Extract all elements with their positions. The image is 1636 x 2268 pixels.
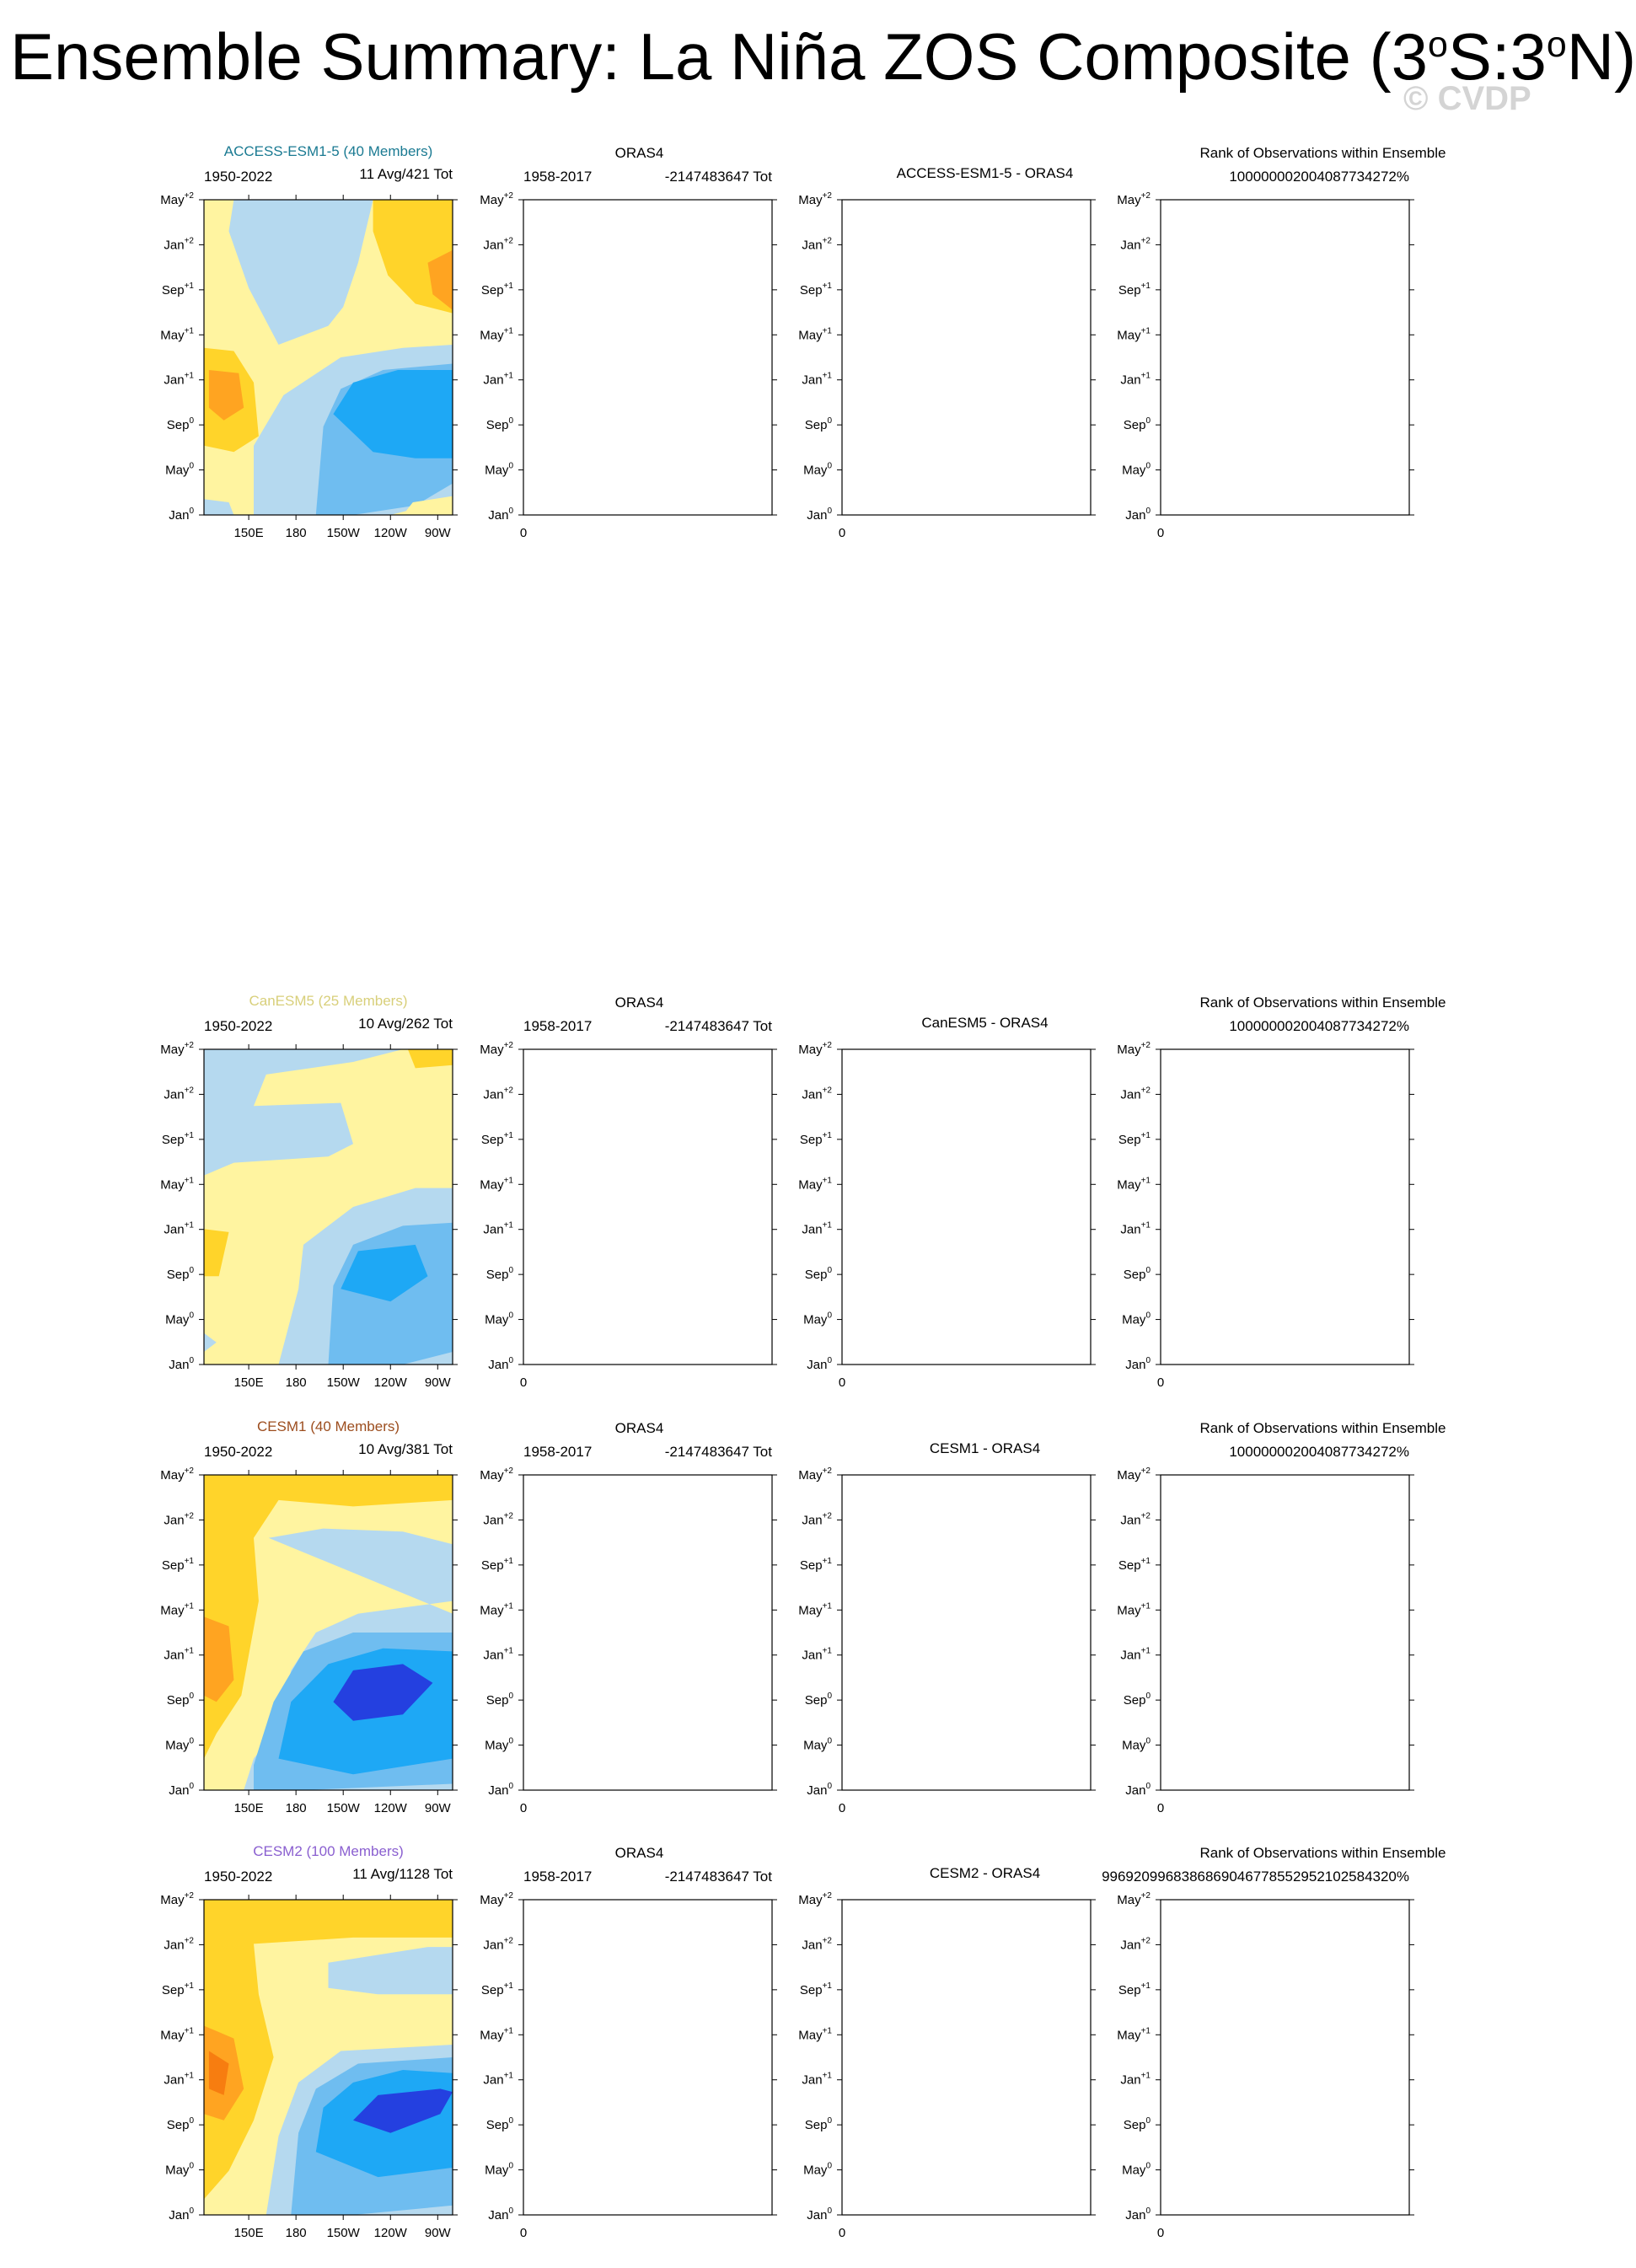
x-tick-label: 0 [1156, 526, 1165, 540]
y-tick-label: May$^{+1}$ [798, 2026, 832, 2043]
y-tick-label: May$^0$ [165, 2161, 194, 2178]
y-tick-label: Sep$^0$ [804, 1266, 832, 1283]
y-tick-label: May$^{+1}$ [160, 1176, 194, 1193]
model-panel [160, 143, 458, 540]
x-tick-label: 90W [424, 2226, 451, 2240]
rank-title: Rank of Observations within Ensemble [1199, 1845, 1446, 1861]
y-tick-label: Sep$^{+1}$ [480, 1981, 513, 1997]
x-tick-label: 0 [519, 1801, 528, 1815]
rank-panel [1117, 1420, 1446, 1815]
y-tick-label: Jan$^{+2}$ [1120, 236, 1151, 253]
y-tick-label: May$^{+2}$ [160, 1891, 194, 1907]
y-tick-label: Jan$^{+2}$ [802, 1086, 832, 1102]
row-0 [160, 143, 1446, 540]
y-tick-label: May$^{+1}$ [1117, 1176, 1151, 1193]
rank-title: Rank of Observations within Ensemble [1199, 995, 1446, 1011]
obs-total: -2147483647 Tot [664, 1444, 772, 1460]
diff-panel [798, 1440, 1096, 1815]
y-tick-label: Jan$^{+2}$ [1120, 1936, 1151, 1953]
y-tick-label: May$^0$ [1122, 1736, 1151, 1753]
model-name: CanESM5 (25 Members) [249, 993, 408, 1009]
rank-value: 100000002004087734272% [1229, 169, 1409, 185]
y-tick-label: Jan$^{+1}$ [802, 1646, 832, 1663]
contour-fill [204, 1475, 453, 1790]
y-tick-label: May$^{+2}$ [480, 1466, 513, 1483]
x-tick-label: 150E [233, 2226, 264, 2240]
model-years: 1950-2022 [204, 1018, 273, 1034]
y-tick-label: May$^0$ [803, 2161, 832, 2178]
y-tick-label: May$^{+2}$ [798, 191, 832, 207]
y-tick-label: Jan$^{+2}$ [164, 1511, 194, 1528]
plot-frame [1161, 1900, 1409, 2215]
y-tick-label: Sep$^0$ [1123, 1266, 1151, 1283]
x-tick-label: 150E [233, 1801, 264, 1815]
obs-title: ORAS4 [614, 995, 664, 1011]
y-tick-label: Sep$^{+1}$ [161, 1130, 194, 1147]
y-tick-label: May$^{+2}$ [798, 1466, 832, 1483]
y-tick-label: Jan$^0$ [807, 1356, 832, 1372]
y-tick-label: Sep$^0$ [1123, 416, 1151, 433]
plot-frame [1161, 1475, 1409, 1790]
plot-frame [523, 200, 772, 515]
y-tick-label: Sep$^0$ [804, 1692, 832, 1708]
y-tick-label: May$^0$ [485, 2161, 513, 2178]
watermark: © CVDP [1403, 80, 1531, 117]
y-tick-label: Jan$^{+1}$ [1120, 1646, 1151, 1663]
y-tick-label: Sep$^{+1}$ [161, 1556, 194, 1573]
x-tick-label: 180 [285, 1375, 307, 1390]
y-tick-label: May$^{+2}$ [480, 191, 513, 207]
y-tick-label: Sep$^0$ [485, 1692, 513, 1708]
rank-title: Rank of Observations within Ensemble [1199, 145, 1446, 161]
obs-total: -2147483647 Tot [664, 169, 772, 185]
y-tick-label: Jan$^0$ [488, 507, 513, 523]
x-tick-label: 120W [373, 526, 407, 540]
y-tick-label: Jan$^0$ [1125, 507, 1151, 523]
x-tick-label: 90W [424, 1801, 451, 1815]
x-tick-label: 0 [838, 1375, 846, 1390]
row-3 [160, 1843, 1446, 2240]
x-tick-label: 150W [326, 526, 360, 540]
x-tick-label: 180 [285, 526, 307, 540]
x-tick-label: 0 [519, 1375, 528, 1390]
y-tick-label: Jan$^{+2}$ [164, 1086, 194, 1102]
obs-total: -2147483647 Tot [664, 1869, 772, 1885]
obs-panel [480, 995, 777, 1390]
y-tick-label: Jan$^0$ [169, 507, 194, 523]
diff-title: ACCESS-ESM1-5 - ORAS4 [896, 165, 1074, 181]
y-tick-label: Jan$^0$ [1125, 2206, 1151, 2222]
obs-title: ORAS4 [614, 1420, 664, 1436]
obs-panel [480, 1420, 777, 1815]
obs-panel [480, 1845, 777, 2240]
obs-title: ORAS4 [614, 145, 664, 161]
y-tick-label: May$^0$ [803, 1736, 832, 1753]
y-tick-label: Jan$^{+1}$ [483, 2071, 513, 2088]
y-tick-label: Jan$^0$ [488, 2206, 513, 2222]
y-tick-label: Jan$^{+1}$ [164, 371, 194, 388]
y-tick-label: May$^{+1}$ [480, 1176, 513, 1193]
x-tick-label: 150W [326, 2226, 360, 2240]
y-tick-label: May$^{+2}$ [160, 1466, 194, 1483]
plot-frame [523, 1900, 772, 2215]
x-tick-label: 0 [1156, 1801, 1165, 1815]
y-tick-label: May$^{+2}$ [1117, 1891, 1151, 1907]
x-tick-label: 120W [373, 2226, 407, 2240]
y-tick-label: Jan$^{+2}$ [802, 1936, 832, 1953]
y-tick-label: Sep$^{+1}$ [480, 281, 513, 298]
x-tick-label: 0 [838, 526, 846, 540]
x-tick-label: 0 [838, 2226, 846, 2240]
y-tick-label: Jan$^{+1}$ [802, 1220, 832, 1237]
y-tick-label: Jan$^0$ [169, 2206, 194, 2222]
y-tick-label: Sep$^{+1}$ [1118, 281, 1151, 298]
y-tick-label: Jan$^{+1}$ [164, 2071, 194, 2088]
page-title: Ensemble Summary: La Niña ZOS Composite (3$^o$S:3$^o$N) [10, 19, 1636, 94]
rank-value: 100000002004087734272% [1229, 1444, 1409, 1460]
y-tick-label: May$^0$ [803, 461, 832, 478]
plot-frame [523, 1475, 772, 1790]
y-tick-label: Jan$^0$ [488, 1782, 513, 1798]
y-tick-label: Jan$^{+2}$ [802, 236, 832, 253]
y-tick-label: Jan$^{+2}$ [483, 1936, 513, 1953]
diff-panel [798, 1865, 1096, 2240]
y-tick-label: Sep$^{+1}$ [1118, 1556, 1151, 1573]
y-tick-label: May$^{+2}$ [1117, 1041, 1151, 1057]
y-tick-label: May$^{+1}$ [160, 1601, 194, 1618]
y-tick-label: Jan$^{+2}$ [1120, 1086, 1151, 1102]
y-tick-label: May$^0$ [165, 1311, 194, 1327]
model-years: 1950-2022 [204, 1869, 273, 1885]
y-tick-label: May$^{+1}$ [1117, 2026, 1151, 2043]
plot-frame [842, 1049, 1091, 1365]
x-tick-label: 0 [519, 2226, 528, 2240]
y-tick-label: Jan$^{+2}$ [483, 236, 513, 253]
model-years: 1950-2022 [204, 1444, 273, 1460]
x-tick-label: 120W [373, 1801, 407, 1815]
x-tick-label: 180 [285, 2226, 307, 2240]
y-tick-label: Sep$^{+1}$ [799, 281, 832, 298]
y-tick-label: Sep$^0$ [485, 1266, 513, 1283]
y-tick-label: Sep$^0$ [1123, 2116, 1151, 2133]
y-tick-label: May$^{+2}$ [1117, 191, 1151, 207]
plot-frame [842, 1475, 1091, 1790]
x-tick-label: 180 [285, 1801, 307, 1815]
contour-fill [204, 1900, 453, 2215]
y-tick-label: Jan$^0$ [807, 2206, 832, 2222]
model-panel [160, 1843, 458, 2240]
y-tick-label: May$^0$ [1122, 1311, 1151, 1327]
x-tick-label: 150E [233, 526, 264, 540]
rank-value: 100000002004087734272% [1229, 1018, 1409, 1034]
obs-panel [480, 145, 777, 540]
model-avg: 10 Avg/262 Tot [358, 1016, 453, 1032]
y-tick-label: Jan$^0$ [1125, 1782, 1151, 1798]
y-tick-label: May$^{+2}$ [798, 1041, 832, 1057]
rank-panel [1117, 145, 1446, 540]
y-tick-label: May$^{+2}$ [160, 1041, 194, 1057]
contour-fill [204, 200, 453, 515]
y-tick-label: Sep$^{+1}$ [799, 1556, 832, 1573]
y-tick-label: Jan$^{+1}$ [483, 1646, 513, 1663]
diff-title: CanESM5 - ORAS4 [921, 1015, 1049, 1031]
row-1 [160, 993, 1446, 1390]
model-avg: 11 Avg/421 Tot [359, 166, 453, 182]
y-tick-label: May$^{+1}$ [480, 1601, 513, 1618]
y-tick-label: May$^0$ [803, 1311, 832, 1327]
y-tick-label: May$^{+2}$ [480, 1891, 513, 1907]
y-tick-label: Jan$^{+1}$ [164, 1220, 194, 1237]
y-tick-label: Sep$^{+1}$ [161, 1981, 194, 1997]
obs-years: 1958-2017 [523, 1018, 593, 1034]
plot-frame [523, 1049, 772, 1365]
model-avg: 11 Avg/1128 Tot [352, 1866, 453, 1882]
y-tick-label: May$^0$ [485, 461, 513, 478]
plot-frame [1161, 1049, 1409, 1365]
y-tick-label: Sep$^0$ [166, 416, 194, 433]
model-name: CESM1 (40 Members) [256, 1418, 400, 1434]
y-tick-label: Jan$^{+1}$ [1120, 371, 1151, 388]
y-tick-label: May$^{+2}$ [480, 1041, 513, 1057]
y-tick-label: May$^{+1}$ [160, 2026, 194, 2043]
y-tick-label: Jan$^{+1}$ [1120, 2071, 1151, 2088]
x-tick-label: 0 [838, 1801, 846, 1815]
model-panel [160, 1418, 458, 1815]
y-tick-label: May$^{+1}$ [798, 326, 832, 343]
y-tick-label: May$^{+2}$ [1117, 1466, 1151, 1483]
model-name: CESM2 (100 Members) [253, 1843, 404, 1859]
y-tick-label: Jan$^{+2}$ [164, 1936, 194, 1953]
rank-title: Rank of Observations within Ensemble [1199, 1420, 1446, 1436]
obs-years: 1958-2017 [523, 1869, 593, 1885]
contour-fill [204, 1049, 453, 1365]
y-tick-label: Jan$^{+1}$ [1120, 1220, 1151, 1237]
y-tick-label: Sep$^0$ [804, 2116, 832, 2133]
obs-years: 1958-2017 [523, 1444, 593, 1460]
y-tick-label: Jan$^{+1}$ [802, 2071, 832, 2088]
y-tick-label: Sep$^0$ [166, 1692, 194, 1708]
y-tick-label: Sep$^{+1}$ [480, 1130, 513, 1147]
obs-years: 1958-2017 [523, 169, 593, 185]
y-tick-label: May$^0$ [165, 461, 194, 478]
diff-title: CESM2 - ORAS4 [929, 1865, 1041, 1881]
y-tick-label: Sep$^{+1}$ [799, 1981, 832, 1997]
rank-panel [1102, 1845, 1446, 2240]
diff-title: CESM1 - ORAS4 [929, 1440, 1041, 1456]
y-tick-label: Jan$^{+2}$ [802, 1511, 832, 1528]
y-tick-label: May$^{+1}$ [1117, 1601, 1151, 1618]
y-tick-label: Jan$^{+2}$ [483, 1511, 513, 1528]
y-tick-label: Sep$^0$ [804, 416, 832, 433]
y-tick-label: Jan$^{+2}$ [164, 236, 194, 253]
y-tick-label: May$^{+1}$ [480, 2026, 513, 2043]
y-tick-label: Sep$^0$ [1123, 1692, 1151, 1708]
y-tick-label: Sep$^0$ [485, 416, 513, 433]
y-tick-label: Jan$^0$ [807, 507, 832, 523]
rank-value: 9969209968386869046778552952102584320% [1102, 1869, 1409, 1885]
y-tick-label: Jan$^0$ [488, 1356, 513, 1372]
x-tick-label: 150W [326, 1375, 360, 1390]
y-tick-label: May$^{+1}$ [798, 1601, 832, 1618]
y-tick-label: May$^0$ [165, 1736, 194, 1753]
x-tick-label: 90W [424, 526, 451, 540]
y-tick-label: Jan$^{+1}$ [802, 371, 832, 388]
model-years: 1950-2022 [204, 169, 273, 185]
diff-panel [798, 165, 1096, 540]
y-tick-label: May$^{+1}$ [160, 326, 194, 343]
row-2 [160, 1418, 1446, 1815]
y-tick-label: May$^{+2}$ [160, 191, 194, 207]
y-tick-label: Jan$^0$ [169, 1356, 194, 1372]
x-tick-label: 150W [326, 1801, 360, 1815]
y-tick-label: May$^{+1}$ [1117, 326, 1151, 343]
y-tick-label: Sep$^{+1}$ [161, 281, 194, 298]
y-tick-label: May$^0$ [1122, 2161, 1151, 2178]
x-tick-label: 0 [1156, 2226, 1165, 2240]
x-tick-label: 90W [424, 1375, 451, 1390]
model-avg: 10 Avg/381 Tot [358, 1441, 453, 1457]
x-tick-label: 0 [519, 526, 528, 540]
x-tick-label: 120W [373, 1375, 407, 1390]
contour-region [408, 1049, 453, 1068]
obs-total: -2147483647 Tot [664, 1018, 772, 1034]
y-tick-label: Sep$^{+1}$ [480, 1556, 513, 1573]
y-tick-label: Jan$^{+1}$ [164, 1646, 194, 1663]
y-tick-label: May$^0$ [485, 1311, 513, 1327]
y-tick-label: Sep$^0$ [485, 2116, 513, 2133]
y-tick-label: May$^{+2}$ [798, 1891, 832, 1907]
y-tick-label: May$^0$ [1122, 461, 1151, 478]
y-tick-label: Jan$^{+1}$ [483, 1220, 513, 1237]
y-tick-label: Jan$^{+2}$ [1120, 1511, 1151, 1528]
y-tick-label: Jan$^{+2}$ [483, 1086, 513, 1102]
y-tick-label: Sep$^0$ [166, 2116, 194, 2133]
y-tick-label: Sep$^{+1}$ [1118, 1981, 1151, 1997]
plot-frame [842, 200, 1091, 515]
y-tick-label: Jan$^0$ [1125, 1356, 1151, 1372]
y-tick-label: May$^{+1}$ [480, 326, 513, 343]
x-tick-label: 0 [1156, 1375, 1165, 1390]
x-tick-label: 150E [233, 1375, 264, 1390]
y-tick-label: May$^0$ [485, 1736, 513, 1753]
model-panel [160, 993, 458, 1390]
plot-frame [1161, 200, 1409, 515]
y-tick-label: Sep$^{+1}$ [799, 1130, 832, 1147]
plot-frame [842, 1900, 1091, 2215]
model-name: ACCESS-ESM1-5 (40 Members) [223, 143, 433, 159]
y-tick-label: May$^{+1}$ [798, 1176, 832, 1193]
y-tick-label: Sep$^{+1}$ [1118, 1130, 1151, 1147]
y-tick-label: Sep$^0$ [166, 1266, 194, 1283]
obs-title: ORAS4 [614, 1845, 664, 1861]
y-tick-label: Jan$^{+1}$ [483, 371, 513, 388]
y-tick-label: Jan$^0$ [169, 1782, 194, 1798]
rank-panel [1117, 995, 1446, 1390]
diff-panel [798, 1015, 1096, 1390]
y-tick-label: Jan$^0$ [807, 1782, 832, 1798]
